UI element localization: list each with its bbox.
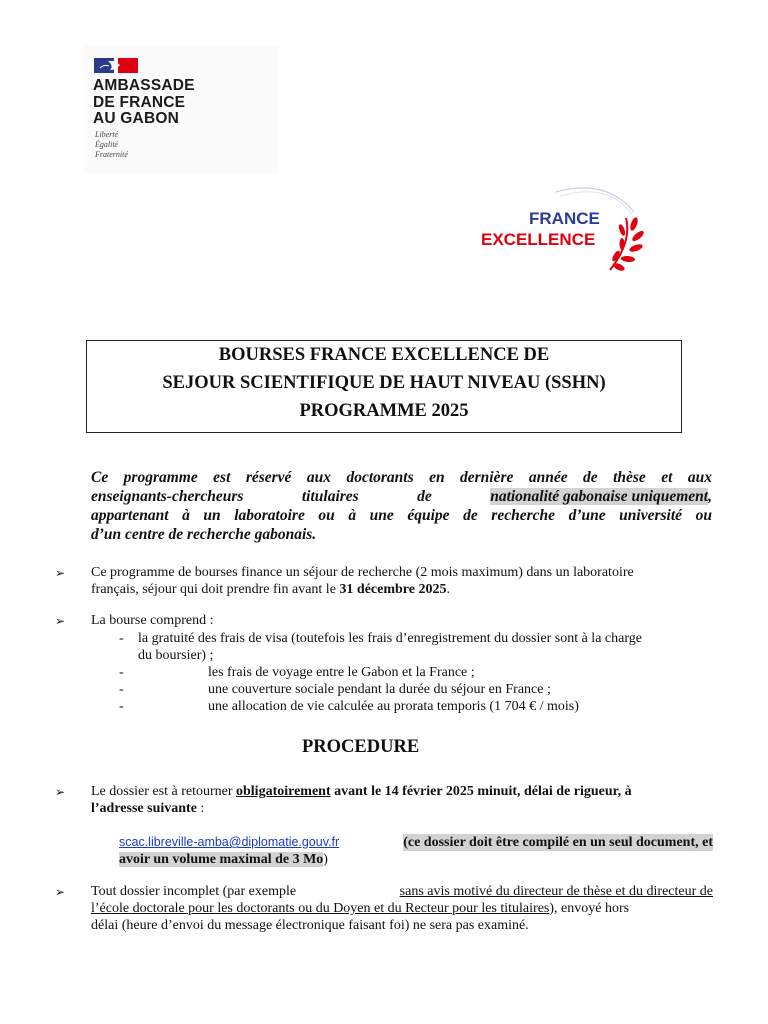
intro-comma: ,: [708, 488, 712, 505]
procedure-deadline-text: avant le 14 février 2025 minuit, délai de rigueur, à: [330, 784, 632, 799]
intro-word: Ce: [91, 469, 109, 486]
email-block: [119, 834, 713, 868]
bullet-1-period: .: [446, 582, 450, 597]
procedure-text-group: [91, 783, 632, 800]
procedure-bullet-1-line1: [91, 783, 713, 800]
list-dash: -: [119, 699, 124, 714]
bourse-item-3: une couverture sociale pendant la durée du séjour en France ;: [208, 682, 551, 697]
procedure-bullet-2-line2: [91, 900, 713, 917]
intro-word: et: [661, 469, 673, 486]
email-note-line1: (ce dossier doit être compilé en un seul document, et: [403, 835, 713, 850]
email-note-end: ): [323, 852, 328, 867]
intro-word: de: [583, 469, 598, 486]
late-sending-text: ), envoyé hors: [549, 901, 630, 916]
motto-egalite: Égalité: [95, 140, 119, 149]
embassy-name-line2: DE FRANCE: [93, 93, 186, 111]
intro-word: de: [417, 488, 432, 505]
requirement-underlined-2: l’école doctorale pour les doctorants ou du Doyen et du Recteur pour les titulaires: [91, 901, 550, 916]
title-line3: PROGRAMME 2025: [299, 401, 469, 421]
intro-paragraph: [91, 468, 712, 544]
procedure-text-a: Le dossier est à retourner: [91, 784, 236, 799]
email-line2: [119, 851, 713, 868]
intro-word: doctorants: [346, 469, 414, 486]
title-line2: SEJOUR SCIENTIFIQUE DE HAUT NIVEAU (SSHN): [162, 373, 606, 393]
intro-line4: d’un centre de recherche gabonais.: [91, 526, 317, 543]
motto-liberte: Liberté: [95, 130, 119, 139]
list-dash: -: [119, 631, 124, 646]
intro-word: aux: [687, 469, 712, 486]
intro-word: enseignants-chercheurs: [91, 488, 244, 505]
france-excellence-line2: EXCELLENCE: [481, 230, 596, 249]
title-line1: BOURSES FRANCE EXCELLENCE DE: [218, 345, 550, 365]
intro-word: thèse: [613, 469, 646, 486]
procedure-bullet-1-line2: [91, 800, 713, 817]
intro-word: aux: [306, 469, 331, 486]
requirement-underlined-1: sans avis motivé du directeur de thèse et du directeur de: [399, 884, 713, 899]
procedure-bullet-2: [91, 883, 713, 934]
email-link[interactable]: scac.libreville-amba@diplomatie.gouv.fr: [119, 835, 340, 849]
intro-word: dernière: [460, 469, 514, 486]
intro-word: est: [213, 469, 231, 486]
bourse-item-4: une allocation de vie calculée au prorata temporis (1 704 € / mois): [208, 699, 579, 714]
arrow-bullet-icon: ➢: [55, 785, 66, 799]
incomplete-file-text: Tout dossier incomplet (par exemple: [91, 884, 300, 899]
email-note-line2: avoir un volume maximal de 3 Mo: [119, 852, 324, 867]
bullet-1-line1: Ce programme de bourses finance un séjour de recherche (2 mois maximum) dans un laboratoire: [91, 565, 634, 580]
bullet-1-text: [91, 564, 713, 598]
deadline-date: 31 décembre 2025: [339, 582, 447, 597]
email-line1: [119, 834, 713, 851]
procedure-bullet-1: [91, 783, 713, 817]
bullet-1-text-a: français, séjour qui doit prendre fin avant le: [91, 582, 340, 597]
laurel-icon: [610, 216, 645, 272]
france-excellence-logo: [476, 180, 656, 280]
address-label: l’adresse suivante: [91, 801, 197, 816]
intro-line1: [91, 468, 712, 487]
intro-word: programme: [123, 469, 198, 486]
france-excellence-line1: FRANCE: [529, 209, 600, 228]
list-dash: -: [119, 665, 124, 680]
obligatoirement-text: obligatoirement: [236, 784, 331, 799]
procedure-bullet-2-line3: délai (heure d’envoi du message électronique faisant foi) ne sera pas examiné.: [91, 918, 529, 933]
intro-word: en: [429, 469, 445, 486]
intro-word: année: [528, 469, 568, 486]
bourse-item-1-line2: du boursier) ;: [138, 648, 214, 663]
bullet-1-line2: [91, 581, 713, 598]
embassy-name-line3: AU GABON: [93, 110, 179, 127]
marianne-flag-icon: [94, 58, 138, 73]
embassy-name-line1: AMBASSADE: [93, 77, 195, 94]
nationality-highlight: nationalité gabonaise uniquement: [490, 488, 709, 505]
intro-word: réservé: [245, 469, 292, 486]
procedure-bullet-2-line1: [91, 883, 713, 900]
arrow-bullet-icon: ➢: [55, 885, 66, 899]
bourse-item-1-line1: la gratuité des frais de visa (toutefois les frais d’enregistrement du dossier sont à la charge: [138, 631, 642, 646]
republic-motto: [95, 130, 128, 160]
intro-word: titulaires: [301, 488, 359, 505]
bourse-item-2: les frais de voyage entre le Gabon et la France ;: [208, 665, 475, 680]
address-colon: :: [196, 801, 205, 816]
embassy-name: [93, 78, 195, 128]
motto-fraternite: Fraternité: [95, 150, 128, 159]
arrow-bullet-icon: ➢: [55, 566, 66, 580]
bullet-2-heading: La bourse comprend :: [91, 613, 214, 628]
intro-line2: [91, 487, 712, 506]
title-box: [86, 340, 682, 433]
intro-highlight-group: [490, 487, 712, 506]
list-dash: -: [119, 682, 124, 697]
arrow-bullet-icon: ➢: [55, 614, 66, 628]
intro-line3: appartenant à un laboratoire ou à une équipe de recherche d’une université ou: [91, 507, 712, 524]
procedure-heading: PROCEDURE: [302, 737, 420, 757]
